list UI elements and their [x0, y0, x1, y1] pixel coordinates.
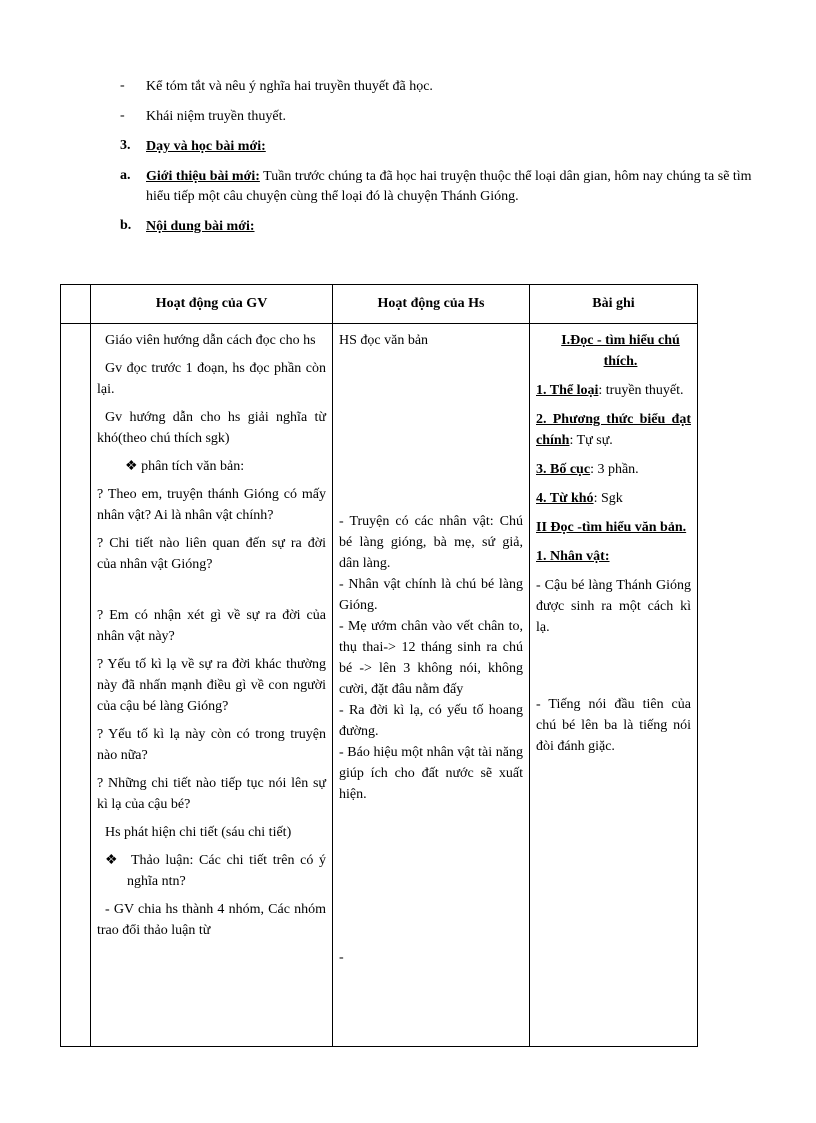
- gv-question: ? Yếu tố kì lạ về sự ra đời khác thường này đã nhấn mạnh điều gì về con người của cậu bé làng Gióng?: [97, 657, 326, 714]
- lesson-table: [60, 284, 698, 1047]
- section-3-number: 3.: [120, 138, 131, 153]
- notes-subheading: 1. Nhân vật:: [536, 549, 610, 564]
- notes-item: - Cậu bé làng Thánh Gióng được sinh ra một cách kì lạ.: [536, 578, 691, 635]
- table-body-row: [61, 324, 698, 1047]
- diamond-bullet-icon: ❖: [125, 459, 142, 474]
- diamond-bullet-icon: ❖: [105, 853, 131, 868]
- gv-paragraph: Gv hướng dẫn cho hs giải nghĩa từ khó(theo chú thích sgk): [97, 410, 326, 446]
- notes-item: 4. Từ khó: Sgk: [536, 491, 623, 506]
- section-a-letter: a.: [120, 168, 131, 183]
- gv-paragraph: Giáo viên hướng dẫn cách đọc cho hs: [105, 333, 316, 348]
- gv-question: ? Chi tiết nào liên quan đến sự ra đời của nhân vật Gióng?: [97, 536, 326, 572]
- hs-activities-cell: [333, 324, 530, 1047]
- intro-bullet-2: Khái niệm truyền thuyết.: [146, 109, 286, 124]
- header-notes: Bài ghi: [530, 285, 698, 324]
- section-a-text: Tuần trước chúng ta đã học hai truyện thuộc thể loại dân gian, hôm nay chúng ta sẽ tìm hiểu tiếp một câu chuyện cùng thể loại đó là chuyện Thánh Gióng.: [146, 169, 752, 204]
- gv-paragraph: - GV chia hs thành 4 nhóm, Các nhóm trao đổi thảo luận từ: [97, 902, 326, 938]
- gv-question: ? Em có nhận xét gì về sự ra đời của nhân vật này?: [97, 608, 326, 644]
- section-b-letter: b.: [120, 218, 132, 233]
- gv-question: ? Theo em, truyện thánh Gióng có mấy nhân vật? Ai là nhân vật chính?: [97, 487, 326, 523]
- header-empty-cell: [61, 285, 91, 324]
- hs-paragraph: HS đọc văn bản: [339, 333, 429, 348]
- hs-paragraph: - Ra đời kì lạ, có yếu tố hoang đường.: [339, 703, 523, 739]
- body-empty-cell: [61, 324, 91, 1047]
- hs-paragraph: - Mẹ ướm chân vào vết chân to, thụ thai-> 12 tháng sinh ra chú bé -> lên 3 không nói, không cười, đặt đâu nằm đấy: [339, 619, 523, 697]
- gv-paragraph: Hs phát hiện chi tiết (sáu chi tiết): [105, 825, 292, 840]
- notes-item: - Tiếng nói đầu tiên của chú bé lên ba là tiếng nói đòi đánh giặc.: [536, 697, 691, 754]
- hs-paragraph: - Truyện có các nhân vật: Chú bé làng gióng, bà mẹ, sứ giả, dân làng.: [339, 514, 523, 571]
- table-header-row: [61, 285, 698, 324]
- gv-question: ? Những chi tiết nào tiếp tục nói lên sự kì lạ của cậu bé?: [97, 776, 326, 812]
- notes-item: 2. Phương thức biểu đạt chính: Tự sự.: [536, 412, 691, 448]
- intro-bullet-1: Kể tóm tắt và nêu ý nghĩa hai truyền thuyết đã học.: [146, 79, 433, 94]
- hs-paragraph: - Nhân vật chính là chú bé làng Gióng.: [339, 577, 523, 613]
- section-a-paragraph: [146, 167, 758, 207]
- gv-list-item: ❖ Thảo luận: Các chi tiết trên có ý nghĩa ntn?: [105, 853, 326, 889]
- hs-paragraph: - Báo hiệu một nhân vật tài năng giúp ích cho đất nước sẽ xuất hiện.: [339, 745, 523, 802]
- notes-heading-2: II Đọc -tìm hiểu văn bản.: [536, 520, 687, 535]
- notes-cell: [530, 324, 698, 1047]
- header-hs: Hoạt động của Hs: [333, 285, 530, 324]
- gv-paragraph: Gv đọc trước 1 đoạn, hs đọc phần còn lại.: [97, 361, 326, 397]
- gv-question: ? Yếu tố kì lạ này còn có trong truyện nào nữa?: [97, 727, 326, 763]
- notes-heading-1: I.Đọc - tìm hiểu chú thích.: [561, 333, 680, 369]
- header-gv: Hoạt động của GV: [91, 285, 333, 324]
- bullet-dash: -: [120, 108, 125, 123]
- section-a-title: Giới thiệu bài mới:: [146, 169, 260, 184]
- gv-list-item: ❖ phân tích văn bản:: [125, 459, 245, 474]
- notes-item: 3. Bố cục: 3 phần.: [536, 462, 639, 477]
- section-b-title: Nội dung bài mới:: [146, 219, 255, 234]
- section-3-title: Dạy và học bài mới:: [146, 139, 266, 154]
- gv-activities-cell: [91, 324, 333, 1047]
- notes-item: 1. Thể loại: truyền thuyết.: [536, 383, 684, 398]
- bullet-dash: -: [120, 78, 125, 93]
- hs-paragraph: -: [339, 950, 344, 965]
